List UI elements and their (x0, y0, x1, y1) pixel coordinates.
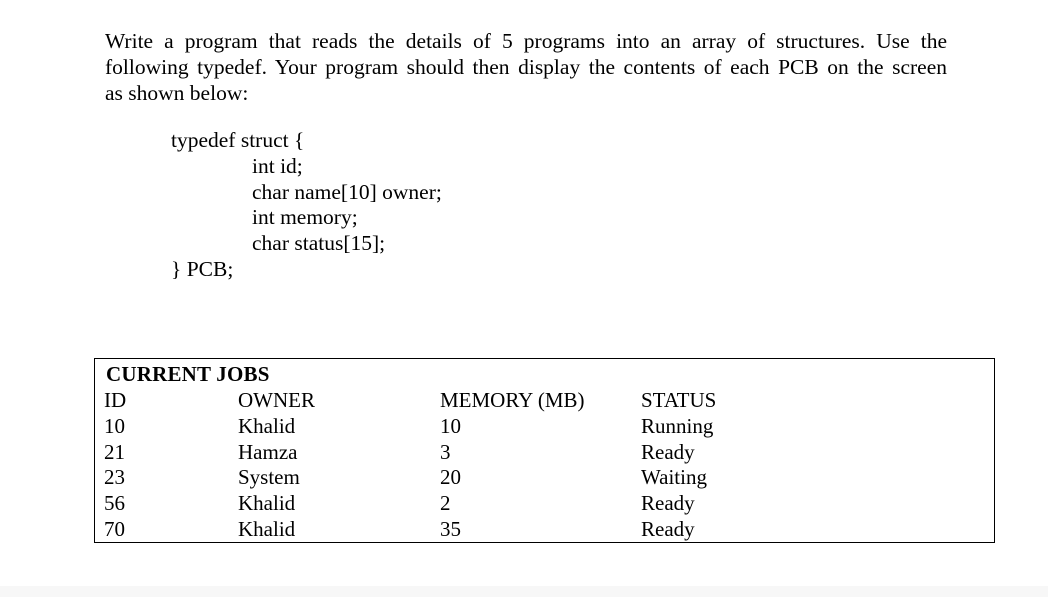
table-cell-status: Ready (641, 491, 695, 515)
column-header-id: ID (104, 388, 127, 412)
table-cell-id: 10 (104, 414, 125, 438)
table-cell-owner: Khalid (238, 491, 296, 515)
column-header-owner: OWNER (238, 388, 315, 412)
code-field-name: char name[10] owner; (252, 180, 442, 204)
problem-statement-line: following typedef. Your program should then display the contents of each PCB on the screen (105, 55, 947, 79)
code-typedef-open: typedef struct { (171, 128, 305, 152)
code-typedef-close: } PCB; (171, 257, 234, 281)
table-cell-memory: 20 (440, 465, 461, 489)
problem-statement-line: Write a program that reads the details of 5 programs into an array of structures. Use the (105, 29, 947, 53)
page-bottom-edge (0, 586, 1048, 597)
table-cell-id: 70 (104, 517, 125, 541)
current-jobs-title: CURRENT JOBS (106, 362, 270, 386)
table-cell-status: Ready (641, 440, 695, 464)
problem-statement-line: as shown below: (105, 81, 249, 105)
code-field-memory: int memory; (252, 205, 358, 229)
table-cell-memory: 10 (440, 414, 461, 438)
column-header-status: STATUS (641, 388, 717, 412)
table-cell-status: Running (641, 414, 714, 438)
table-cell-id: 23 (104, 465, 125, 489)
code-field-id: int id; (252, 154, 303, 178)
problem-statement (105, 28, 947, 106)
table-cell-owner: Hamza (238, 440, 298, 464)
table-cell-memory: 35 (440, 517, 461, 541)
table-cell-id: 21 (104, 440, 125, 464)
code-field-status: char status[15]; (252, 231, 386, 255)
table-cell-id: 56 (104, 491, 125, 515)
table-cell-status: Waiting (641, 465, 707, 489)
column-header-memory: MEMORY (MB) (440, 388, 585, 412)
table-cell-owner: Khalid (238, 414, 296, 438)
table-cell-owner: Khalid (238, 517, 296, 541)
table-cell-owner: System (238, 465, 300, 489)
table-cell-memory: 2 (440, 491, 451, 515)
table-cell-status: Ready (641, 517, 695, 541)
table-cell-memory: 3 (440, 440, 451, 464)
